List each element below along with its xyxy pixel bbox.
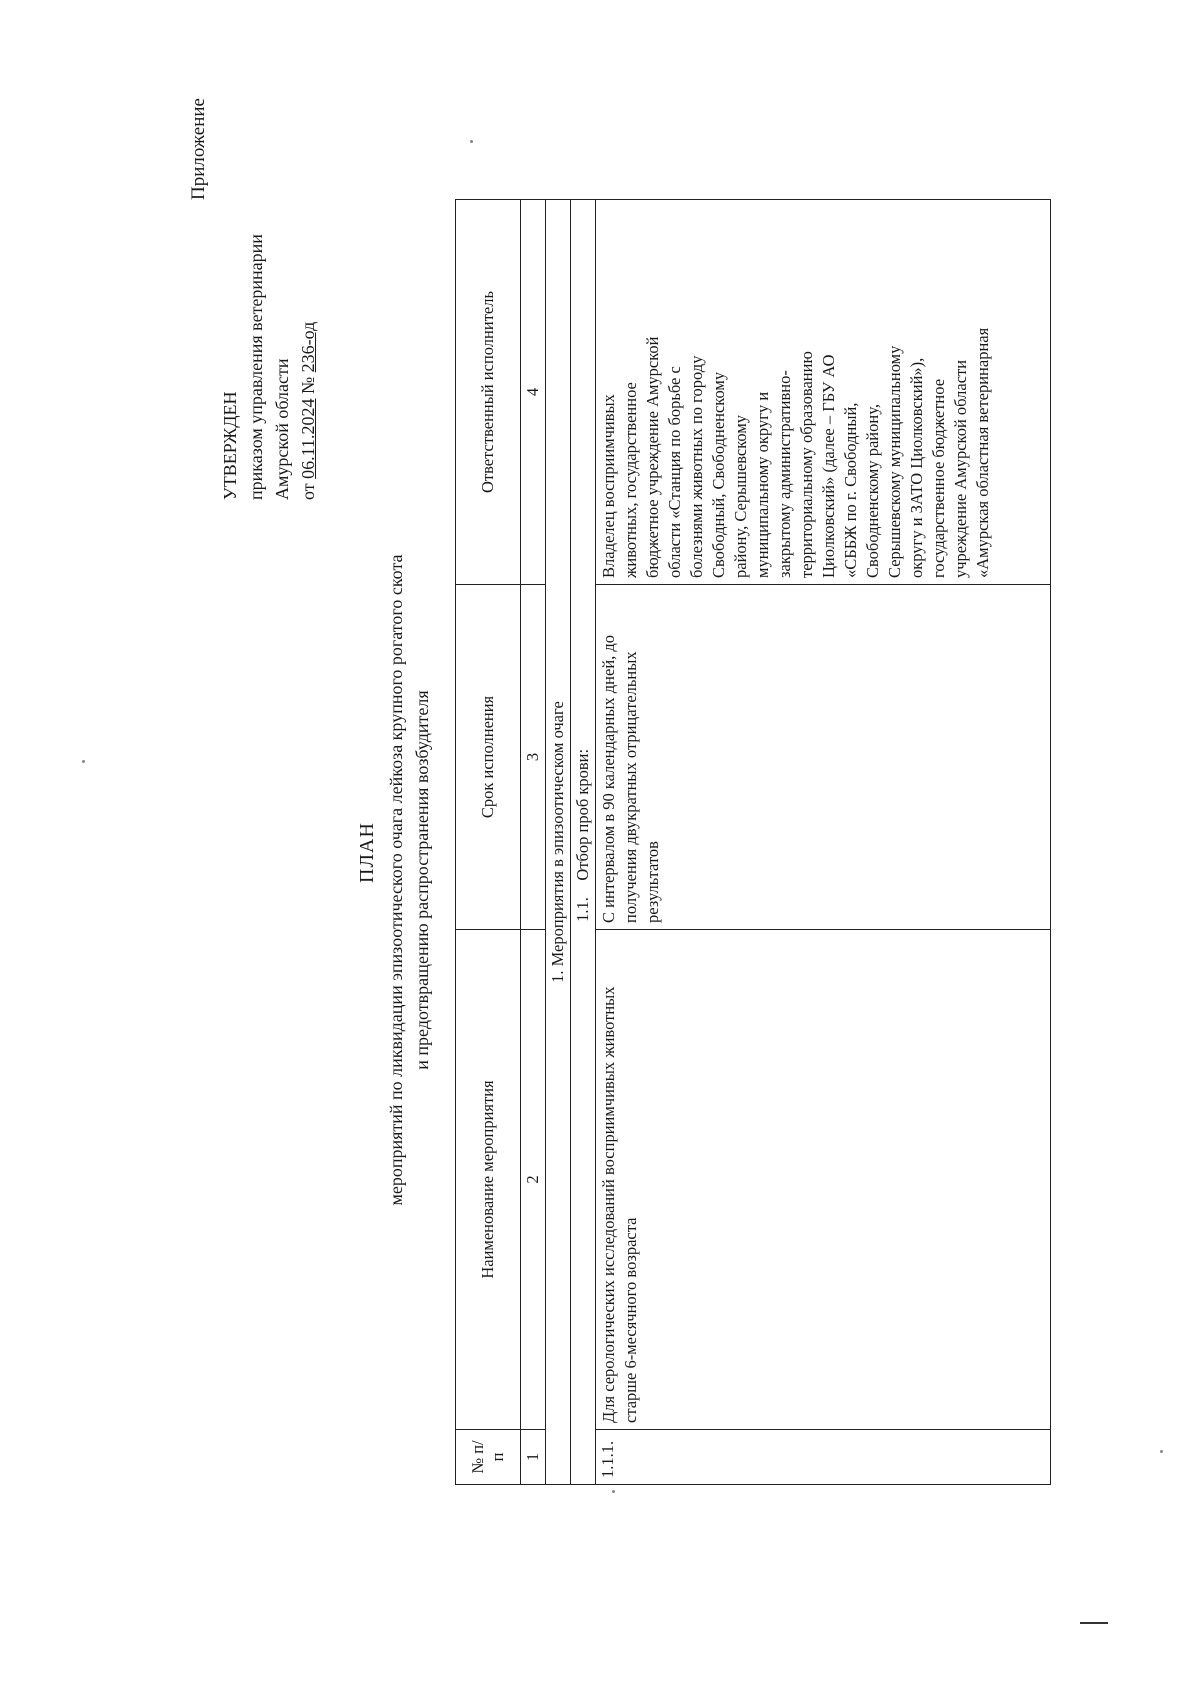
approved-by-line-1: приказом управления ветеринарии bbox=[246, 234, 266, 500]
responsible-line: Серышевскому муниципальному bbox=[885, 345, 904, 578]
plan-title: ПЛАН bbox=[356, 822, 378, 883]
responsible-line: «Амурская областная ветеринарная bbox=[973, 327, 992, 578]
order-number-sign: № bbox=[298, 376, 318, 395]
responsible-line: Свободненскому району, bbox=[863, 404, 882, 578]
section-row bbox=[546, 200, 571, 1485]
row-num: 1.1.1. bbox=[596, 1430, 1051, 1485]
subsection-1-1-title: Отбор проб крови: bbox=[573, 748, 592, 881]
plan-subtitle bbox=[383, 255, 435, 1505]
responsible-line: «СББЖ по г. Свободный, bbox=[841, 402, 860, 578]
col-number-4: 4 bbox=[521, 200, 546, 585]
scan-speck bbox=[470, 140, 473, 143]
row-responsible bbox=[596, 200, 1051, 585]
responsible-line: муниципальному округу и bbox=[753, 391, 772, 578]
approval-block bbox=[217, 234, 321, 500]
col-number-1: 1 bbox=[521, 1430, 546, 1485]
responsible-line: округу и ЗАТО Циолковский»), bbox=[907, 357, 926, 578]
appendix-label: Приложение bbox=[188, 98, 209, 200]
plan-subtitle-line-2: и предотвращению распространения возбудителя bbox=[412, 690, 432, 1070]
responsible-line: закрытому административно- bbox=[775, 370, 794, 578]
scan-speck bbox=[82, 760, 85, 763]
col-number-2: 2 bbox=[521, 930, 546, 1430]
col-header-num: № п/п bbox=[456, 1430, 521, 1485]
order-prefix: от bbox=[298, 483, 318, 500]
responsible-line: Циолковский» (далее – ГБУ АО bbox=[819, 354, 838, 578]
scan-speck bbox=[612, 1490, 615, 1493]
responsible-line: области «Станция по борьбе с bbox=[665, 366, 684, 578]
col-number-3: 3 bbox=[521, 585, 546, 930]
responsible-line: болезнями животных по городу bbox=[687, 355, 706, 578]
responsible-line: учреждение Амурской области bbox=[951, 359, 970, 578]
subsection-1-1-num: 1.1. bbox=[573, 897, 592, 922]
col-header-name: Наименование мероприятия bbox=[456, 930, 521, 1430]
responsible-line: государственное бюджетное bbox=[929, 378, 948, 578]
order-date: 06.11.2024 bbox=[298, 398, 318, 479]
subsection-row bbox=[571, 200, 596, 1485]
subsection-1-1 bbox=[571, 200, 596, 1485]
responsible-line: району, Серышевскому bbox=[731, 414, 750, 578]
responsible-line: территориальному образованию bbox=[797, 351, 816, 578]
row-term: С интервалом в 90 календарных дней, до получения двукратных отрицательных результатов bbox=[596, 585, 1051, 930]
approved-word: УТВЕРЖДЕН bbox=[220, 391, 240, 500]
scan-speck bbox=[1160, 1450, 1163, 1453]
column-number-row bbox=[521, 200, 546, 1485]
responsible-line: Свободный, Свободненскому bbox=[709, 371, 728, 578]
plan-table bbox=[455, 199, 1051, 1485]
approved-by-line-2: Амурской области bbox=[272, 358, 292, 500]
order-number: 236-од bbox=[298, 321, 318, 373]
col-header-responsible: Ответственный исполнитель bbox=[456, 200, 521, 585]
col-header-term: Срок исполнения bbox=[456, 585, 521, 930]
responsible-line: бюджетное учреждение Амурской bbox=[643, 336, 662, 578]
responsible-line: животных, государственное bbox=[621, 382, 640, 578]
scan-mark bbox=[1080, 1622, 1108, 1624]
row-name: Для серологических исследований восприимчивых животных старше 6-месячного возраста bbox=[596, 930, 1051, 1430]
section-1-title: 1. Мероприятия в эпизоотическом очаге bbox=[546, 200, 571, 1485]
plan-subtitle-line-1: мероприятий по ликвидации эпизоотического очага лейкоза крупного рогатого скота bbox=[386, 554, 406, 1206]
table-row bbox=[596, 200, 1051, 1485]
responsible-line: Владелец восприимчивых bbox=[599, 394, 618, 578]
header-row bbox=[456, 200, 521, 1485]
order-line bbox=[295, 234, 321, 500]
